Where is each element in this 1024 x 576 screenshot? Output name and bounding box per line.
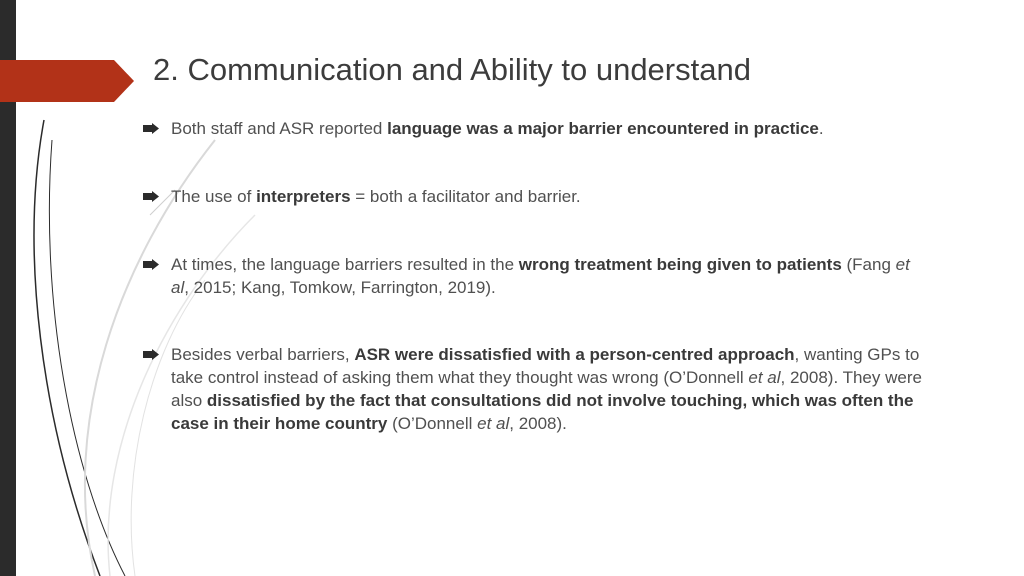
bullet-item (143, 343, 963, 435)
text-run: The use of (171, 187, 257, 206)
bullet-text (171, 185, 581, 208)
bold-text: interpreters (256, 187, 351, 206)
text-run: . (818, 119, 824, 138)
bullet-item (143, 253, 963, 299)
text-run: , 2008). (509, 414, 567, 433)
text-run: Besides verbal barriers, (171, 345, 355, 364)
arrow-bullet-icon (143, 191, 159, 202)
italic-text: et al (477, 414, 510, 433)
arrow-bullet-icon (143, 259, 159, 270)
text-run: , 2008). They were also (171, 368, 922, 410)
bold-text: wrong treatment being given to patients (518, 255, 842, 274)
title-marker (0, 60, 134, 102)
text-run: , wanting GPs to take control instead of asking them what they thought was wrong (O’Donnell (171, 345, 920, 387)
text-run: , 2015; Kang, Tomkow, Farrington, 2019). (184, 278, 496, 297)
bullet-text (171, 253, 911, 299)
text-run: Both staff and ASR reported (171, 119, 388, 138)
arrow-bullet-icon (143, 123, 159, 134)
bold-text: ASR were dissatisfied with a person-centred approach (354, 345, 795, 364)
text-run: = both a facilitator and barrier. (350, 187, 581, 206)
bullet-item (143, 117, 963, 140)
bullet-text (171, 117, 824, 140)
text-run: (O’Donnell (387, 414, 478, 433)
bold-text: language was a major barrier encountered in practice (387, 119, 819, 138)
bold-text: dissatisfied by the fact that consultations did not involve touching, which was often the case in their home country (171, 391, 914, 433)
italic-text: et al (748, 368, 781, 387)
text-run: At times, the language barriers resulted in the (171, 255, 519, 274)
arrow-bullet-icon (143, 349, 159, 360)
text-run: (Fang (841, 255, 896, 274)
slide-title: 2. Communication and Ability to understand (153, 52, 751, 87)
bullet-text (171, 343, 951, 435)
bullet-item (143, 185, 963, 208)
italic-text: et al (171, 255, 910, 297)
